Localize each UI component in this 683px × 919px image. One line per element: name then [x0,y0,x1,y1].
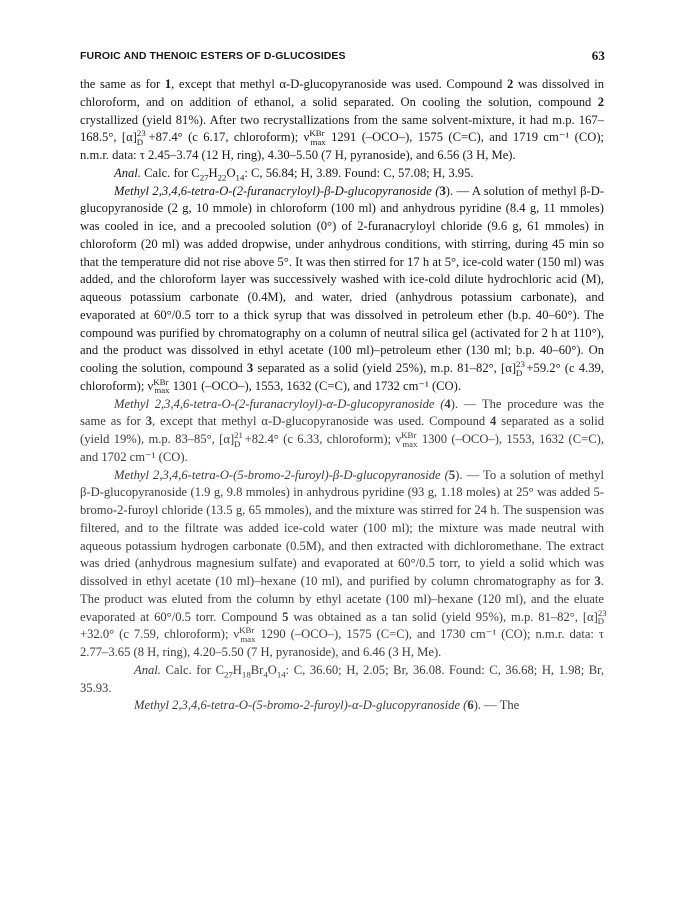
analysis-compound-2: Anal. Calc. for $C_{27}H_{22}O_{14}$: C, 56.84; H, 3.89. Found: C, 57.08; H, 3.95. [114,165,474,183]
running-title: FUROIC AND THENOIC ESTERS OF D-GLUCOSIDES [80,50,346,62]
page-number: 63 [591,48,605,63]
paragraph-compound-4: Methyl 2,3,4,6-tetra-O-(2-furanacryloyl)-α-D-glucopyranoside (4). — The procedure was the same as for 3, except that methyl α-D-glucopyranoside was used. Compound 4 separated as a solid (yield 19%), m.p. 83–85°, $[\alpha]^{21}_D +82.4^\circ$ (c 6.33, chloroform); $\nu^{KBr}_{max}$ 1300 (–OCO–), 1553, 1632 (C=C), and 1702 cm⁻¹ (CO). [80,396,604,464]
heading-compound-6: Methyl 2,3,4,6-tetra-O-(5-bromo-2-furoyl)-α-D-glucopyranoside (6). — The [134,698,520,713]
paragraph-compound-2: the same as for 1, except that methyl α-D-glucopyranoside was used. Compound 2 was dissolved in chloroform, and on addition of ethanol, a solid separated. On cooling the solution, compound 2 crystallized (yield 81%). After two recrystallizations from the same solvent-mixture, it had m.p. 167–168.5°, $[\alpha]^{23}_D +87.4^\circ$ (c 6.17, chloroform); $\nu^{KBr}_{max}$ 1291 (–OCO–), 1575 (C=C), and 1719 cm⁻¹ (CO); n.m.r. data: τ 2.45–3.74 (12 H, ring), 4.30–5.50 (7 H, pyranoside), and 6.56 (3 H, Me). [80,77,605,162]
running-head [80,50,605,62]
analysis-compound-5: Anal. Calc. for $C_{27}H_{18}Br_4O_{14}$: C, 36.60; H, 2.05; Br, 36.08. Found: C, 36.68; H, 1.98; Br, 35.93. [80,662,605,695]
article-body [80,76,607,715]
paragraph-compound-5: Methyl 2,3,4,6-tetra-O-(5-bromo-2-furoyl)-β-D-glucopyranoside (5). — To a solution of methyl β-D-glucopyranoside (1.9 g, 9.8 mmoles) in anhydrous pyridine (93 g, 1.18 moles) at 25° was added 5-bromo-2-furoyl chloride (13.5 g, 65 mmoles), and the mixture was stirred for 24 h. The suspension was filtered, and to the filtrate was added ice-cold water (100 ml); the mixture was made neutral with aqueous potassium hydrogen carbonate (0.5M), and then extracted with dichloromethane. The extract was dried (anhydrous magnesium sulfate) and evaporated at 60°/0.5 torr, to yield a solid which was dissolved in ethyl acetate (10 ml)–hexane (10 ml), and purified by column chromatography as for 3. The product was eluted from the column by ethyl acetate (100 ml)–hexane (120 ml), and the eluate evaporated at 60°/0.5 torr. Compound 5 was obtained as a tan solid (yield 95%), m.p. 81–82°, $[\alpha]^{23}_D +32.0^\circ$ (c 7.59, chloroform); $\nu^{KBr}_{max}$ 1290 (–OCO–), 1575 (C=C), and 1730 cm⁻¹ (CO); n.m.r. data: τ 2.77–3.65 (8 H, ring), 4.20–5.50 (7 H, pyranoside), and 6.46 (3 H, Me). [80,467,607,659]
paragraph-compound-3: Methyl 2,3,4,6-tetra-O-(2-furanacryloyl)-β-D-glucopyranoside (3). — A solution of methyl β-D-glucopyranoside (2 g, 10 mmole) in chloroform (100 ml) and anhydrous pyridine (8.4 g, 11 mmoles) was cooled in ice, and a precooled solution (0°) of 2-furanacryloyl chloride (9.6 g, 61 mmoles) in chloroform (20 ml) was added dropwise, under anhydrous conditions, with stirring, during 45 min so that the temperature did not rise above 5°. It was then stirred for 17 h at 5°, ice-cold water (150 ml) was added, and the chloroform layer was successively washed with ice-cold dilute hydrochloric acid (M), aqueous potassium carbonate (0.4M), and water, dried (anhydrous potassium carbonate), and evaporated at 60°/0.5 torr to a thick syrup that was dissolved in petroleum ether (b.p. 40–60°). The compound was purified by chromatography on a column of neutral silica gel (activated for 2 h at 110°), and the product was dissolved in ethyl acetate (100 ml)–petroleum ether (130 ml; b.p. 40–60°). On cooling the solution, compound 3 separated as a solid (yield 25%), m.p. 81–82°, $[\alpha]^{23}_D +59.2^\circ$ (c 4.39, chloroform); $\nu^{KBr}_{max}$ 1301 (–OCO–), 1553, 1632 (C=C), and 1732 cm⁻¹ (CO). [80,183,604,396]
